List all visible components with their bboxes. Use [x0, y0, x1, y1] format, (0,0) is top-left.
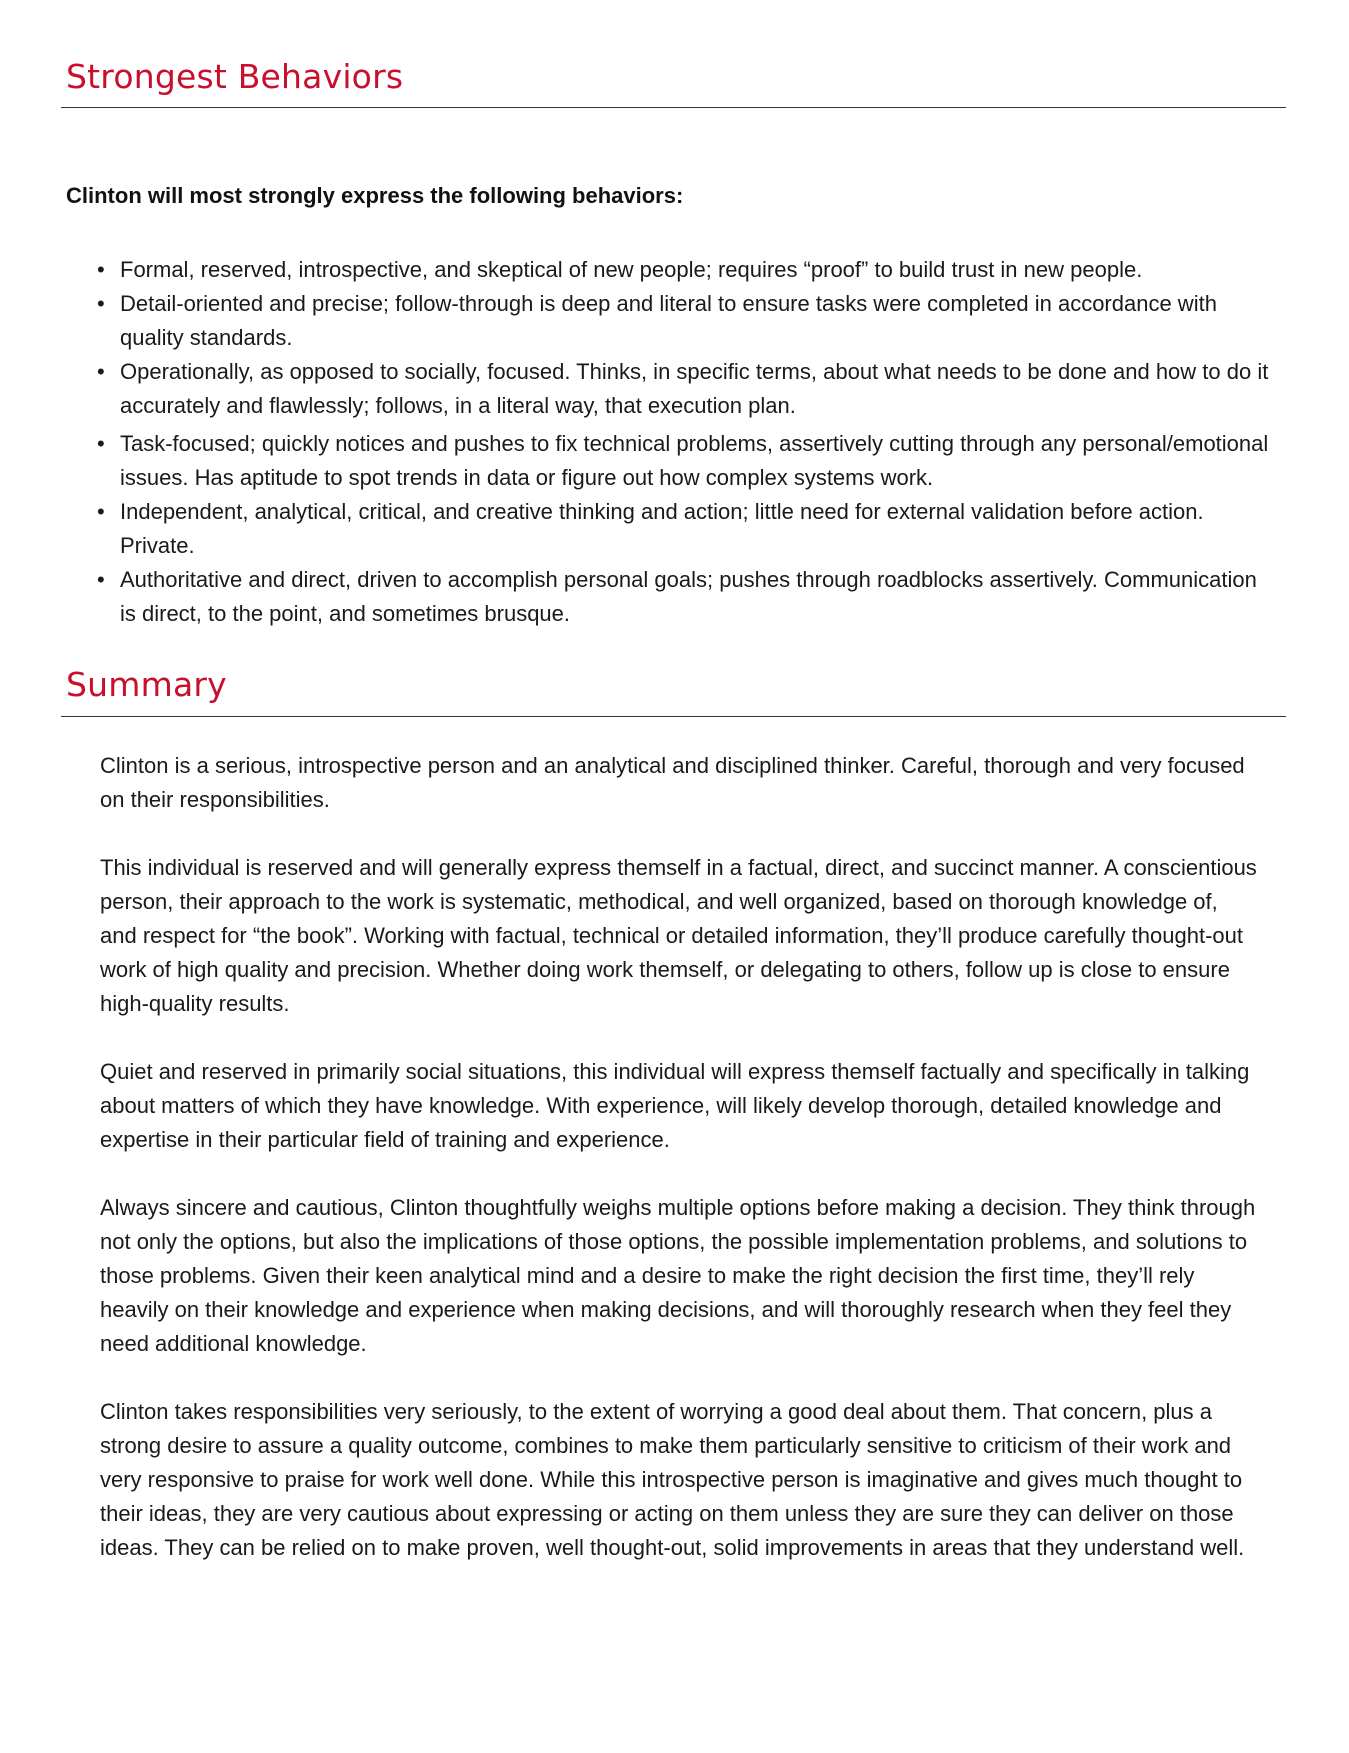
- list-item-text: Formal, reserved, introspective, and skeptical of new people; requires “proof” to build trust in new people.: [120, 257, 1143, 282]
- summary-heading: Summary: [66, 665, 227, 704]
- list-item-text: Detail-oriented and precise; follow-through is deep and literal to ensure tasks were completed in accordance with quality standards.: [120, 291, 1217, 350]
- summary-paragraph: Clinton takes responsibilities very seriously, to the extent of worrying a good deal about them. That concern, plus a strong desire to assure a quality outcome, combines to make them particularly sensitive to criticism of their work and very responsive to praise for work well done. While this introspective person is imaginative and gives much thought to their ideas, they are very cautious about expressing or acting on them unless they are sure they can deliver on those ideas. They can be relied on to make proven, well thought-out, solid improvements in areas that they understand well.: [100, 1399, 1245, 1560]
- summary-paragraph: Always sincere and cautious, Clinton thoughtfully weighs multiple options before making a decision. They think through not only the options, but also the implications of those options, the possible implementation problems, and solutions to those problems. Given their keen analytical mind and a desire to make the right decision the first time, they’ll rely heavily on their knowledge and experience when making decisions, and will thoroughly research when they feel they need additional knowledge.: [100, 1195, 1256, 1356]
- list-item-text: Independent, analytical, critical, and creative thinking and action; little need for external validation before action. Private.: [120, 499, 1204, 558]
- list-item: [95, 427, 1275, 495]
- list-item: [95, 287, 1275, 355]
- heading-divider: [61, 107, 1286, 108]
- list-item: [95, 495, 1275, 563]
- behaviors-intro: Clinton will most strongly express the following behaviors:: [66, 183, 684, 208]
- list-item-text: Authoritative and direct, driven to accomplish personal goals; pushes through roadblocks assertively. Communication is direct, to the point, and sometimes brusque.: [120, 567, 1257, 626]
- list-item: [95, 253, 1275, 287]
- summary-body: [100, 749, 1260, 1599]
- strongest-behaviors-heading: Strongest Behaviors: [66, 57, 404, 96]
- heading-divider: [61, 716, 1286, 717]
- summary-paragraph: This individual is reserved and will generally express themself in a factual, direct, and succinct manner. A conscientious person, their approach to the work is systematic, methodical, and well organized, based on thorough knowledge of, and respect for “the book”. Working with factual, technical or detailed information, they’ll produce carefully thought-out work of high quality and precision. Whether doing work themself, or delegating to others, follow up is close to ensure high-quality results.: [100, 855, 1257, 1016]
- bullet-icon: •: [97, 567, 105, 592]
- list-item-text: Task-focused; quickly notices and pushes to fix technical problems, assertively cutting through any personal/emotional issues. Has aptitude to spot trends in data or figure out how complex systems work.: [120, 431, 1269, 490]
- bullet-icon: •: [97, 257, 105, 282]
- list-item-text: Operationally, as opposed to socially, focused. Thinks, in specific terms, about what needs to be done and how to do it accurately and flawlessly; follows, in a literal way, that execution plan.: [120, 359, 1269, 418]
- bullet-icon: •: [97, 499, 105, 524]
- bullet-icon: •: [97, 291, 105, 316]
- list-item: [95, 563, 1275, 631]
- summary-paragraph: Clinton is a serious, introspective person and an analytical and disciplined thinker. Careful, thorough and very focused on their responsibilities.: [100, 753, 1245, 812]
- list-item: [95, 355, 1275, 423]
- behaviors-list: [95, 253, 1275, 631]
- bullet-icon: •: [97, 431, 105, 456]
- bullet-icon: •: [97, 359, 105, 384]
- summary-paragraph: Quiet and reserved in primarily social situations, this individual will express themself factually and specifically in talking about matters of which they have knowledge. With experience, will likely develop thorough, detailed knowledge and expertise in their particular field of training and experience.: [100, 1059, 1250, 1152]
